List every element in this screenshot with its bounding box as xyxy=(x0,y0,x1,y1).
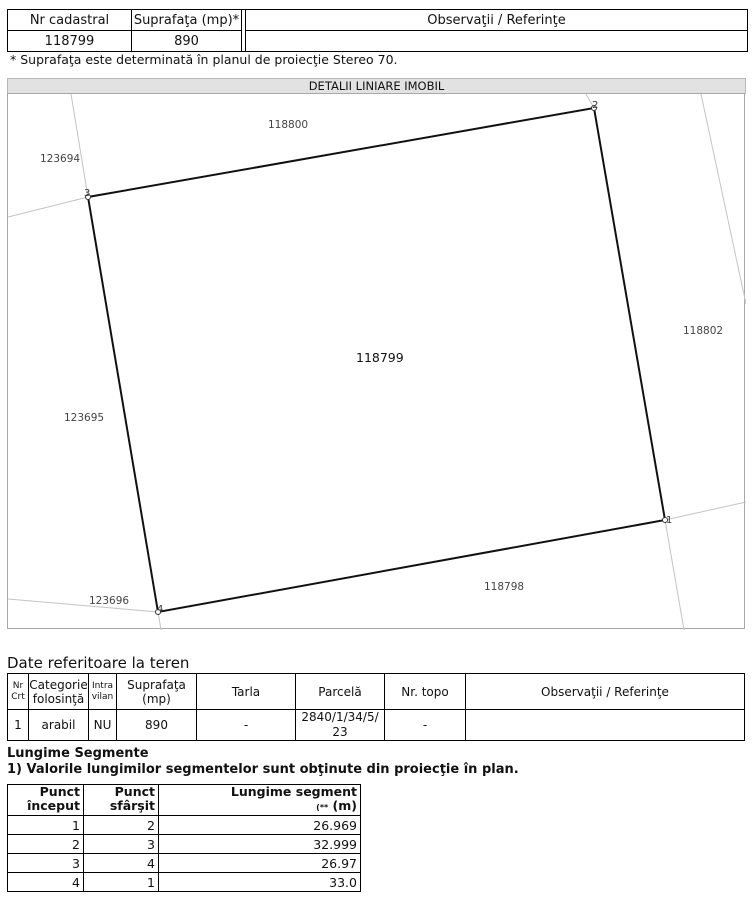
neighbor-label-118802: 118802 xyxy=(683,325,724,337)
land-category: arabil xyxy=(29,710,89,741)
segment-length: 32.999 xyxy=(159,835,361,854)
neighbor-label-123696: 123696 xyxy=(89,595,130,607)
header-nr: Nr xyxy=(12,680,24,691)
table-row xyxy=(8,873,361,892)
header-end-point xyxy=(84,785,159,816)
header-end-l2: sfârşit xyxy=(109,798,155,813)
segment-length: 33.0 xyxy=(159,873,361,892)
neighbor-label-123695: 123695 xyxy=(64,412,105,424)
plan-title: DETALII LINIARE IMOBIL xyxy=(7,78,746,94)
land-parcel-line-1: 2840/1/34/5/ xyxy=(301,710,379,724)
land-observations xyxy=(466,710,745,741)
boundary-line xyxy=(8,197,88,217)
neighbor-label-118798: 118798 xyxy=(484,581,525,593)
header-start-l1: Punct xyxy=(39,784,80,799)
header-nr-crt xyxy=(8,674,29,710)
segments-title: Lungime Segmente xyxy=(7,746,149,761)
neighbor-label-118800: 118800 xyxy=(268,119,309,131)
table-header-row xyxy=(8,674,745,710)
segment-end: 3 xyxy=(84,835,159,854)
land-section-title: Date referitoare la teren xyxy=(7,654,190,672)
land-parcel-line-2: 23 xyxy=(332,725,348,739)
area-note: * Suprafaţa este determinată în planul de proiecţie Stereo 70. xyxy=(10,52,398,67)
area-value: 890 xyxy=(132,31,242,52)
boundary-line xyxy=(665,502,746,520)
table-row xyxy=(8,854,361,873)
point-label-3: 3 xyxy=(84,188,91,199)
point-label-4: 4 xyxy=(157,604,164,615)
header-category: Categorie folosinţă xyxy=(29,674,89,710)
neighbor-label-123694: 123694 xyxy=(40,153,81,165)
plan-drawing xyxy=(7,93,745,629)
main-parcel-label: 118799 xyxy=(356,350,404,365)
plan-svg xyxy=(8,94,746,630)
header-length-sup: (** xyxy=(316,803,329,812)
boundary-line xyxy=(8,599,158,612)
header-area: Suprafaţa (mp)* xyxy=(132,10,242,31)
header-parcel: Parcelă xyxy=(296,674,385,710)
cadastral-table xyxy=(7,9,748,52)
header-topo: Nr. topo xyxy=(385,674,466,710)
land-tarla: - xyxy=(197,710,296,741)
table-row xyxy=(8,710,745,741)
table-header-row xyxy=(8,785,361,816)
table-row xyxy=(8,835,361,854)
header-tarla: Tarla xyxy=(197,674,296,710)
point-label-1: 1 xyxy=(666,515,673,526)
segment-start: 2 xyxy=(8,835,84,854)
header-crt: Crt xyxy=(11,691,25,702)
segment-end: 4 xyxy=(84,854,159,873)
header-segment-length xyxy=(159,785,361,816)
header-intravilan xyxy=(89,674,117,710)
table-row xyxy=(8,816,361,835)
header-length-unit: (m) xyxy=(332,798,357,813)
segment-length: 26.97 xyxy=(159,854,361,873)
segments-table xyxy=(7,784,361,892)
point-label-2: 2 xyxy=(592,100,599,111)
observations-value xyxy=(246,31,748,52)
header-length-unit-line xyxy=(159,799,357,815)
header-vilan: vilan xyxy=(91,691,114,702)
boundary-line xyxy=(701,94,746,304)
land-parcel xyxy=(296,710,385,741)
boundary-line xyxy=(71,94,91,199)
segment-start: 1 xyxy=(8,816,84,835)
header-observations: Observaţii / Referinţe xyxy=(246,10,748,31)
table-row xyxy=(8,31,748,52)
land-nr: 1 xyxy=(8,710,29,741)
header-start-l2: început xyxy=(27,798,80,813)
land-topo: - xyxy=(385,710,466,741)
segments-subtitle: 1) Valorile lungimilor segmentelor sunt obţinute din proiecţie în plan. xyxy=(7,762,519,777)
segment-start: 4 xyxy=(8,873,84,892)
header-observations: Observaţii / Referinţe xyxy=(466,674,745,710)
land-table xyxy=(7,673,745,741)
header-length-label: Lungime segment xyxy=(230,784,357,799)
header-intra: Intra xyxy=(91,680,114,691)
table-header-row xyxy=(8,10,748,31)
segment-end: 2 xyxy=(84,816,159,835)
segment-end: 1 xyxy=(84,873,159,892)
land-area: 890 xyxy=(117,710,197,741)
header-start-point xyxy=(8,785,84,816)
header-cadastral-number: Nr cadastral xyxy=(8,10,132,31)
cadastral-number-value: 118799 xyxy=(8,31,132,52)
header-area: Suprafaţa (mp) xyxy=(117,674,197,710)
segment-length: 26.969 xyxy=(159,816,361,835)
boundary-line xyxy=(665,520,684,630)
header-end-l1: Punct xyxy=(114,784,155,799)
segments-heading xyxy=(7,746,519,778)
segment-start: 3 xyxy=(8,854,84,873)
land-intravilan: NU xyxy=(89,710,117,741)
